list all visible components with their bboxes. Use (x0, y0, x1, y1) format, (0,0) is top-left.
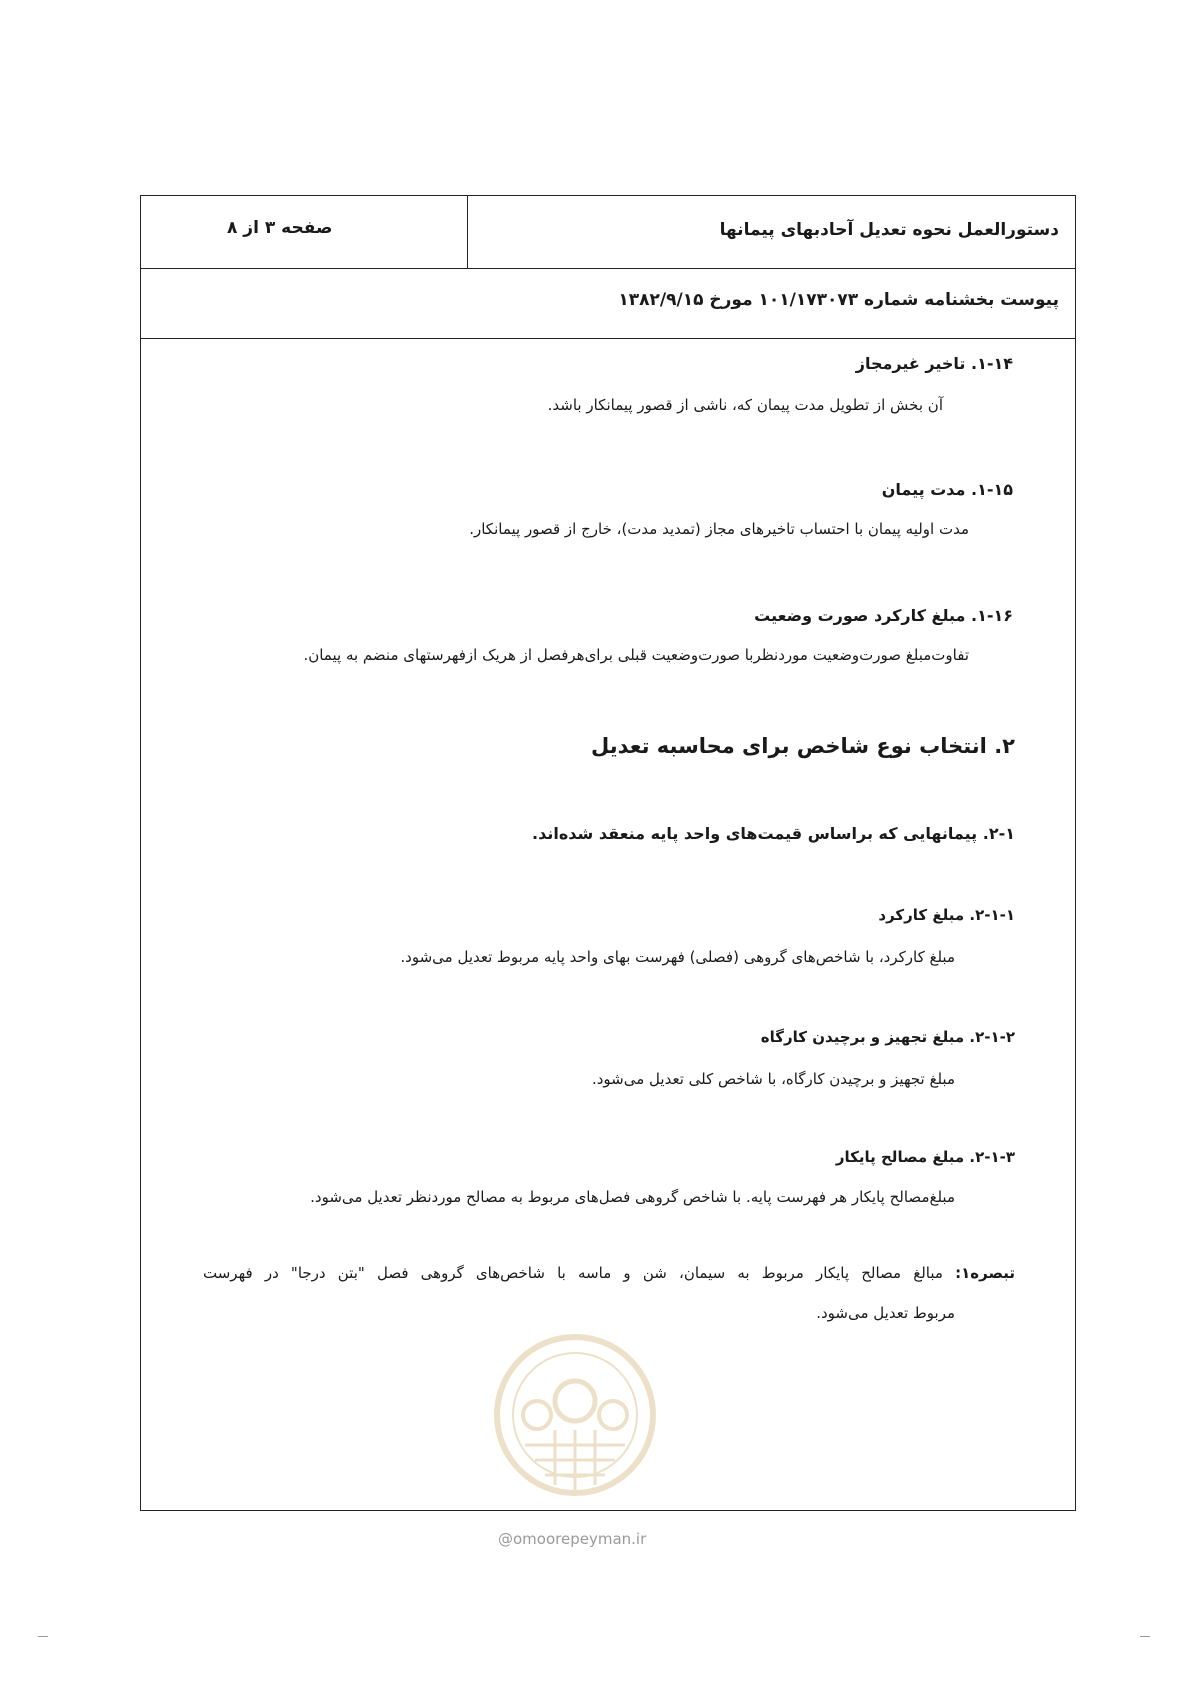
section-2-1-3-title: ۲-۱-۳. مبلغ مصالح پایکار (835, 1148, 1015, 1166)
section-2-1-2-text: مبلغ تجهیز و برچیدن کارگاه، با شاخص کلی تعدیل می‌شود. (591, 1070, 955, 1088)
section-1-14-title: ۱-۱۴. تاخیر غیرمجاز (855, 354, 1013, 373)
section-2-1-3-text: مبلغ‌مصالح پایکار هر فهرست پایه. با شاخص گروهی فصل‌های مربوط به مصالح موردنظر تعدیل می‌شود. (310, 1188, 955, 1206)
scan-mark-right (1140, 1636, 1150, 1637)
note-1-line-1 (203, 1264, 1015, 1282)
section-2-1-2-title: ۲-۱-۲. مبلغ تجهیز و برچیدن کارگاه (760, 1028, 1015, 1046)
scan-mark-left (38, 1636, 48, 1637)
section-1-15-text: مدت اولیه پیمان با احتساب تاخیرهای مجاز (تمدید مدت)، خارج از قصور پیمانکار. (469, 520, 969, 538)
note-1-line-2: مربوط تعدیل می‌شود. (816, 1304, 955, 1322)
section-1-16-text: تفاوت‌مبلغ صورت‌وضعیت موردنظربا صورت‌وضعیت قبلی برای‌هرفصل از هریک ازفهرستهای منضم به پیمان. (303, 646, 969, 664)
document-title: دستورالعمل نحوه تعدیل آحادبهای پیمانها (719, 220, 1059, 240)
footer-url: @omoorepeyman.ir (498, 1530, 647, 1548)
note-1-text: مبالغ مصالح پایکار مربوط به سیمان، شن و ماسه با شاخص‌های گروهی فصل "بتن درجا" در فهرست (203, 1264, 943, 1282)
section-2-1-1-title: ۲-۱-۱. مبلغ کارکرد (878, 906, 1015, 924)
subheader-row (141, 268, 1075, 339)
page-number: صفحه ۳ از ۸ (227, 218, 333, 238)
header-divider (467, 196, 468, 268)
section-1-16-title: ۱-۱۶. مبلغ کارکرد صورت وضعیت (754, 606, 1013, 625)
section-2-1-title: ۲-۱. پیمانهایی که براساس قیمت‌های واحد پایه منعقد شده‌اند. (532, 824, 1015, 843)
document-subtitle: پیوست بخشنامه شماره ۱۰۱/۱۷۳۰۷۳ مورخ ۱۳۸۲/۹/۱۵ (618, 290, 1059, 310)
section-1-14-text: آن بخش از تطویل مدت پیمان که، ناشی از قصور پیمانکار باشد. (547, 396, 943, 414)
header-row (141, 196, 1075, 269)
note-1-label: تبصره۱: (955, 1264, 1016, 1282)
section-1-15-title: ۱-۱۵. مدت پیمان (881, 480, 1013, 499)
omoore-peyman-seal-icon (485, 1315, 665, 1515)
section-2-1-1-text: مبلغ کارکرد، با شاخص‌های گروهی (فصلی) فهرست بهای واحد پایه مربوط تعدیل می‌شود. (400, 948, 955, 966)
document-frame (140, 195, 1076, 1511)
section-2-title: ۲. انتخاب نوع شاخص برای محاسبه تعدیل (590, 734, 1015, 758)
